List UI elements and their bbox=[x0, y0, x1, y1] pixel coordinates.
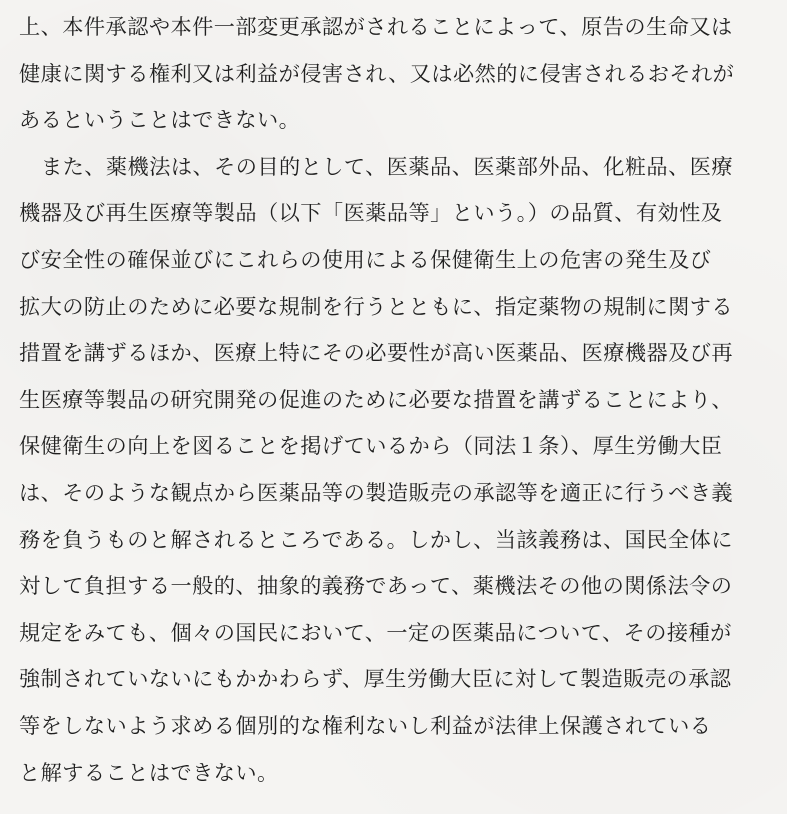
text-line: 上、本件承認や本件一部変更承認がされることによって、原告の生命又は bbox=[19, 14, 733, 39]
document-body bbox=[19, 4, 783, 796]
text-line: は、そのような観点から医薬品等の製造販売の承認等を適正に行うべき義 bbox=[19, 479, 734, 505]
text-line: 規定をみても、個々の国民において、一定の医薬品について、その接種が bbox=[19, 619, 732, 645]
text-line: 務を負うものと解されるところである。しかし、当該義務は、国民全体に bbox=[19, 526, 733, 552]
text-line: と解することはできない。 bbox=[19, 759, 279, 785]
text-line: あるということはできない。 bbox=[19, 107, 301, 133]
text-line: 機器及び再生医療等製品（以下「医薬品等」という。）の品質、有効性及 bbox=[19, 200, 723, 226]
text-line: 健康に関する権利又は利益が侵害され、又は必然的に侵害されるおそれが bbox=[19, 60, 735, 86]
text-line: 等をしないよう求める個別的な権利ないし利益が法律上保護されている bbox=[19, 712, 712, 738]
text-line: 対して負担する一般的、抽象的義務であって、薬機法その他の関係法令の bbox=[19, 573, 733, 599]
text-line: 生医療等製品の研究開発の促進のために必要な措置を講ずることにより、 bbox=[19, 386, 734, 412]
text-line: 措置を講ずるほか、医療上特にその必要性が高い医薬品、医療機器及び再 bbox=[19, 340, 734, 366]
text-line: び安全性の確保並びにこれらの使用による保健衛生上の危害の発生及び bbox=[19, 246, 712, 272]
text-line: 強制されていないにもかかわらず、厚生労働大臣に対して製造販売の承認 bbox=[19, 666, 732, 692]
paragraph-start-line: また、薬機法は、その目的として、医薬品、医薬部外品、化粧品、医療 bbox=[41, 153, 733, 179]
text-line: 拡大の防止のために必要な規制を行うとともに、指定薬物の規制に関する bbox=[19, 293, 734, 319]
text-line: 保健衛生の向上を図ることを掲げているから（同法１条）、厚生労働大臣 bbox=[19, 433, 723, 459]
